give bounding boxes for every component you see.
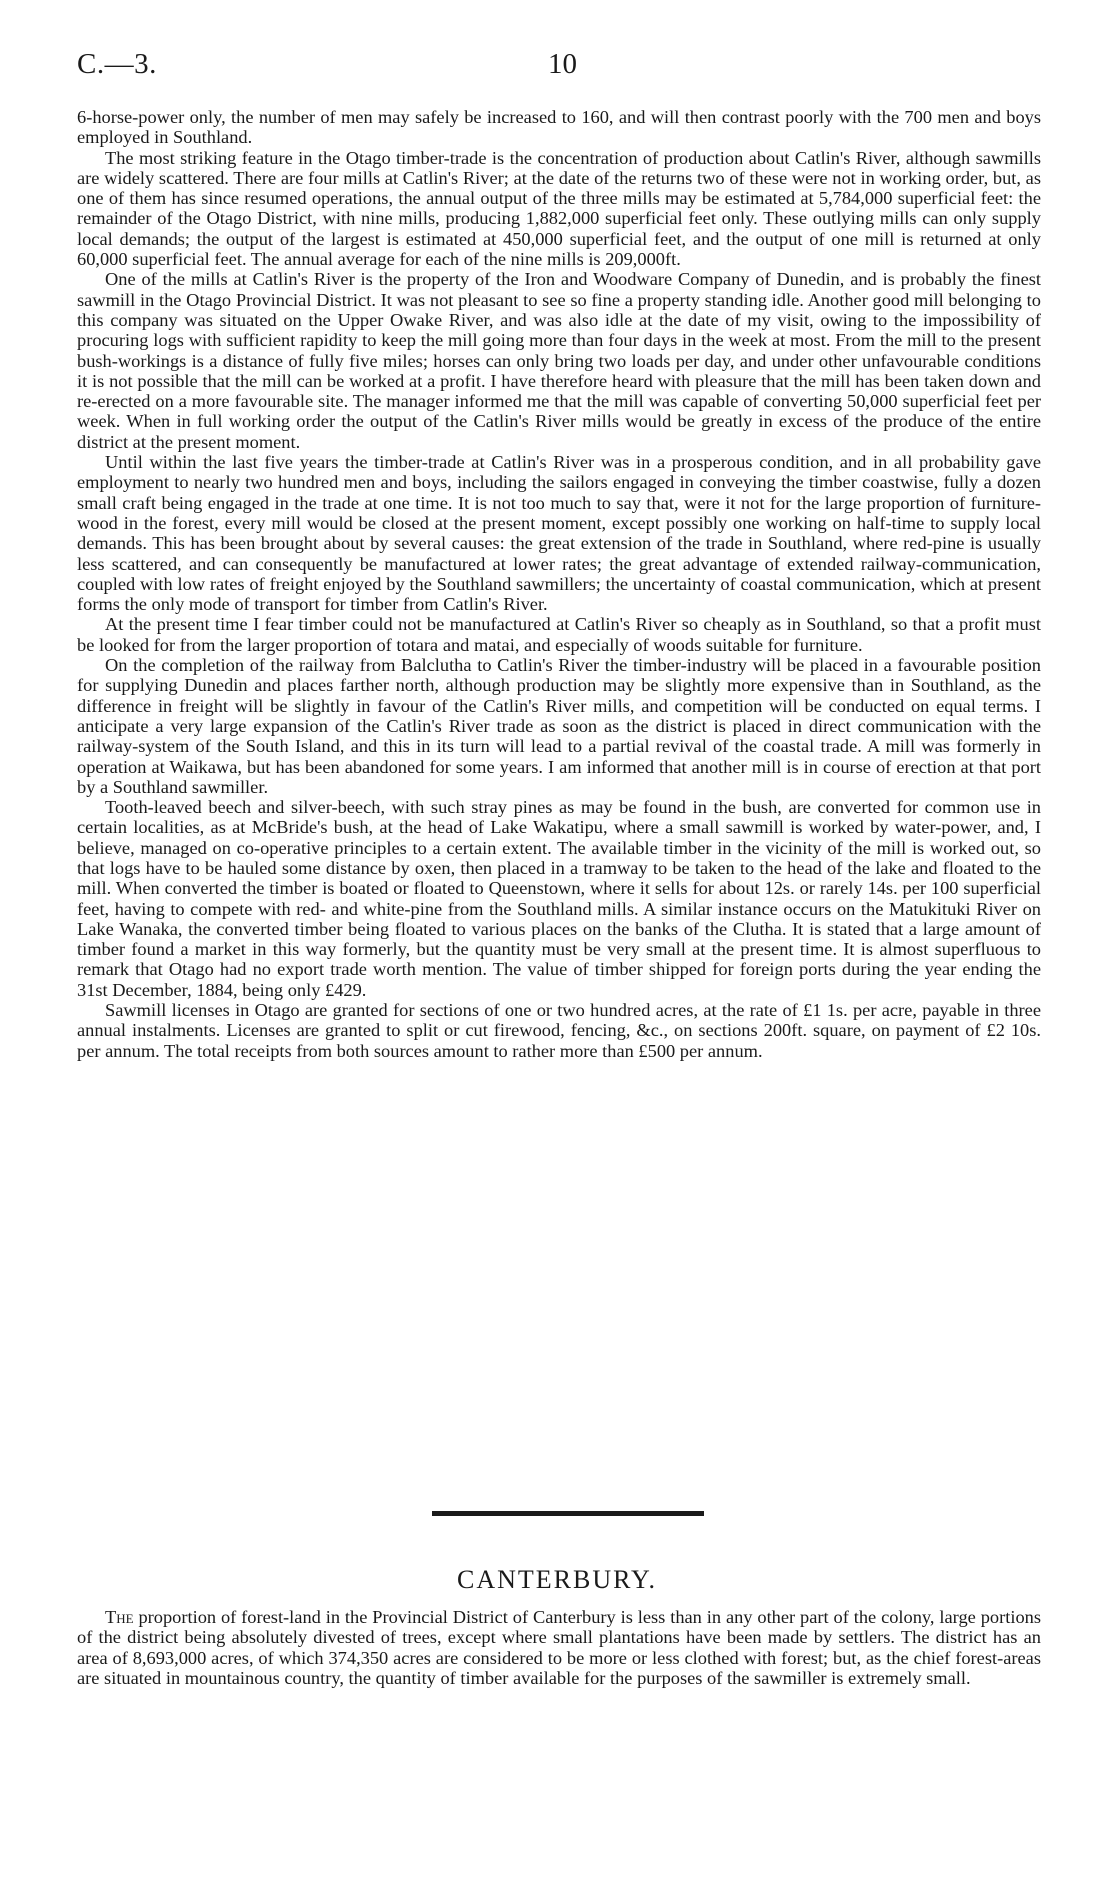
paragraph-concentration: The most striking feature in the Otago timber-trade is the concentration of production about Catlin's River, although sawmills are widely scattered. There are four mills at Catlin's River; at the date of the returns two of these were not in working order, but, as one of them has since resumed operations, the annual output of the three mills may be estimated at 5,784,000 superficial feet: the remainder of the Otago District, with nine mills, producing 1,882,000 superficial feet only. These outlying mills can only supply local demands; the output of the largest is estimated at 450,000 superficial feet, and the output of one mill is returned at only 60,000 superficial feet. The annual average for each of the nine mills is 209,000ft. <box>77 147 1041 270</box>
paragraph-iron-woodware-mill: One of the mills at Catlin's River is the property of the Iron and Woodware Company of Dunedin, and is probably the finest sawmill in the Otago Provincial District. It was not pleasant to see so fine a property standing idle. Another good mill belonging to this company was situated on the Upper Owake River, and was also idle at the date of my visit, owing to the impossibility of procuring logs with sufficient rapidity to keep the mill going more than four days in the week at most. From the mill to the present bush-workings is a distance of fully five miles; horses can only bring two loads per day, and under other unfavourable conditions it is not possible that the mill can be worked at a profit. I have therefore heard with pleasure that the mill has been taken down and re-erected on a more favourable site. The manager informed me that the mill was capable of converting 50,000 superficial feet per week. When in full working order the output of the Catlin's River mills would be greatly in excess of the produce of the entire district at the present moment. <box>77 269 1041 452</box>
paragraph-prosperous-trade: Until within the last five years the timber-trade at Catlin's River was in a prosperous condition, and in all probability gave employment to nearly two hundred men and boys, including the sailors engaged in conveying the timber coastwise, fully a dozen small craft being engaged in the trade at one time. It is not too much to say that, were it not for the large proportion of furniture-wood in the forest, every mill would be closed at the present moment, except possibly one working on half-time to supply local demands. This has been brought about by several causes: the great extension of the trade in Southland, where red-pine is usually less scattered, and can consequently be manufactured at lower rates; the great advantage of extended railway-communication, coupled with low rates of freight enjoyed by the Southland sawmillers; the uncertainty of coastal communication, which at present forms the only mode of transport for timber from Catlin's River. <box>77 452 1041 615</box>
paragraph-present-time: At the present time I fear timber could not be manufactured at Catlin's River so cheaply as in Southland, so that a profit must be looked for from the larger proportion of totara and matai, and especially of woods suitable for furniture. <box>77 614 1041 655</box>
page-number: 10 <box>548 48 577 80</box>
section-divider <box>432 1511 704 1516</box>
otago-body-text <box>77 107 1041 1061</box>
lead-word: The <box>105 1607 134 1627</box>
paragraph-canterbury-intro <box>77 1607 1041 1688</box>
paragraph-beech-timber: Tooth-leaved beech and silver-beech, with such stray pines as may be found in the bush, are converted for common use in certain localities, as at McBride's bush, at the head of Lake Wakatipu, where a small sawmill is worked by water-power, and, I believe, managed on co-operative principles to a certain extent. The available timber in the vicinity of the mill is worked out, so that logs have to be hauled some distance by oxen, then placed in a tramway to be taken to the head of the lake and floated to the mill. When converted the timber is boated or floated to Queenstown, where it sells for about 12s. or rarely 14s. per 100 superficial feet, having to compete with red- and white-pine from the Southland mills. A similar instance occurs on the Matukituki River on Lake Wanaka, the converted timber being floated to various places on the banks of the Clutha. It is stated that a large amount of timber found a market in this way formerly, but the quantity must be very small at the present time. It is almost superfluous to remark that Otago had no export trade worth mention. The value of timber shipped for foreign ports during the year ending the 31st December, 1884, being only £429. <box>77 797 1041 1000</box>
section-heading: CANTERBURY. <box>457 1565 657 1594</box>
document-reference: C.—3. <box>77 48 157 80</box>
paragraph-railway-completion: On the completion of the railway from Balclutha to Catlin's River the timber-industry will be placed in a favourable position for supplying Dunedin and places farther north, although production may be slightly more expensive than in Southland, as the difference in freight will be slightly in favour of the Catlin's River mills, and competition will be conducted on equal terms. I anticipate a very large expansion of the Catlin's River trade as soon as the district is placed in direct communication with the railway-system of the South Island, and this in its turn will lead to a partial revival of the coastal trade. A mill was formerly in operation at Waikawa, but has been abandoned for some years. I am informed that another mill is in course of erection at that port by a Southland sawmiller. <box>77 655 1041 797</box>
canterbury-body-text <box>77 1607 1041 1688</box>
paragraph-continuation: 6-horse-power only, the number of men may safely be increased to 160, and will then contrast poorly with the 700 men and boys employed in Southland. <box>77 107 1041 148</box>
paragraph-sawmill-licenses: Sawmill licenses in Otago are granted for sections of one or two hundred acres, at the rate of £1 1s. per acre, payable in three annual instalments. Licenses are granted to split or cut firewood, fencing, &c., on sections 200ft. square, on payment of £2 10s. per annum. The total receipts from both sources amount to rather more than £500 per annum. <box>77 1000 1041 1061</box>
paragraph-canterbury-text: proportion of forest-land in the Provincial District of Canterbury is less than in any other part of the colony, large portions of the district being absolutely divested of trees, except where small plantations have been made by settlers. The district has an area of 8,693,000 acres, of which 374,350 acres are considered to be more or less clothed with forest; but, as the chief forest-areas are situated in mountainous country, the quantity of timber available for the purposes of the sawmiller is extremely small. <box>77 1607 1041 1688</box>
